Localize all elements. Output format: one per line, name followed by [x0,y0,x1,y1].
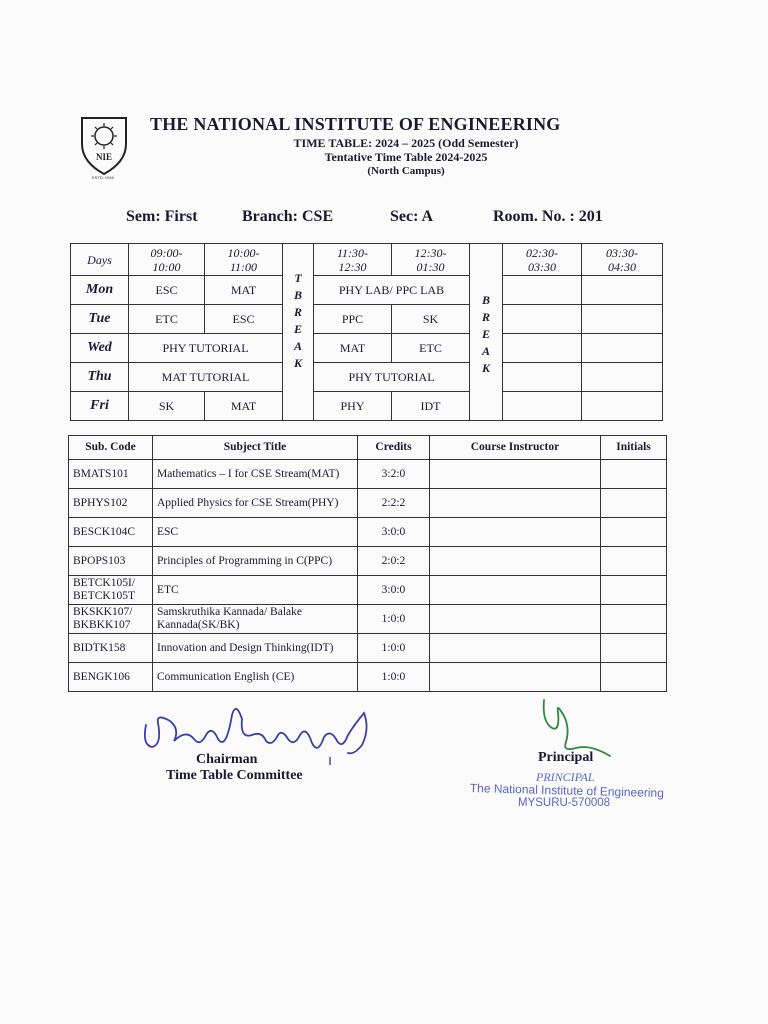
credits-cell: 2:0:2 [358,547,430,576]
svg-text:NIE: NIE [95,152,113,162]
subject-code-cell: BENGK106 [69,663,153,692]
slot-header: 03:30- 04:30 [582,244,663,276]
stamp-title: PRINCIPAL [536,770,595,784]
section-label: Sec: A [390,208,434,225]
lunch-break-column [470,244,503,421]
weekly-timetable [70,243,663,421]
period-cell: PHY [314,392,392,421]
slot-header: 12:30- 01:30 [392,244,470,276]
stamp-city: MYSURU-570008 [518,797,611,809]
break-letter: E [481,327,490,341]
subject-row [69,460,667,489]
instructor-cell [430,605,601,634]
initials-cell [601,489,667,518]
subject-title-cell: ESC [153,518,358,547]
period-cell [503,392,582,421]
credits-cell: 3:0:0 [358,518,430,547]
column-header: Credits [358,436,430,460]
subject-row [69,663,667,692]
instructor-cell [430,547,601,576]
subjects-table [68,435,667,692]
subject-row [69,547,667,576]
institute-title: THE NATIONAL INSTITUTE OF ENGINEERING [150,114,561,134]
semester-label: Sem: First [126,208,198,225]
subject-row [69,576,667,605]
period-cell: ESC [205,305,283,334]
instructor-cell [430,460,601,489]
period-cell: PHY LAB/ PPC LAB [314,276,470,305]
subject-code-cell: BETCK105I/ BETCK105T [69,576,153,605]
day-row-fri [71,392,663,421]
period-cell: SK [392,305,470,334]
initials-cell [601,576,667,605]
timetable-header-row [71,244,663,276]
days-header: Days [71,244,129,276]
credits-cell: 1:0:0 [358,634,430,663]
subject-title-cell: Samskruthika Kannada/ Balake Kannada(SK/BK) [153,605,358,634]
period-cell: MAT [314,334,392,363]
day-cell: Wed [71,334,129,363]
column-header: Subject Title [153,436,358,460]
period-cell: PHY TUTORIAL [314,363,470,392]
initials-cell [601,663,667,692]
principal-label: Principal [538,750,594,765]
day-row-mon [71,276,663,305]
break-letter: R [293,305,302,319]
subject-row [69,605,667,634]
subject-code-cell: BIDTK158 [69,634,153,663]
campus-line: (North Campus) [367,165,445,177]
subject-title-cell: Innovation and Design Thinking(IDT) [153,634,358,663]
instructor-cell [430,663,601,692]
period-cell: PHY TUTORIAL [129,334,283,363]
period-cell [503,334,582,363]
day-row-tue [71,305,663,334]
initials-cell [601,605,667,634]
credits-cell: 1:0:0 [358,663,430,692]
period-cell: MAT TUTORIAL [129,363,283,392]
day-cell: Mon [71,276,129,305]
subject-code-cell: BMATS101 [69,460,153,489]
period-cell: ETC [392,334,470,363]
period-cell [503,276,582,305]
period-cell [503,363,582,392]
break-letter: T [294,271,302,285]
credits-cell: 3:2:0 [358,460,430,489]
instructor-cell [430,489,601,518]
break-letter: A [293,339,302,353]
period-cell [582,276,663,305]
svg-text:ESTD: 1946: ESTD: 1946 [92,175,114,180]
room-label: Room. No. : 201 [493,208,603,225]
break-letter: R [481,310,490,324]
tentative-line: Tentative Time Table 2024-2025 [324,150,488,164]
period-cell [582,305,663,334]
slot-header: 11:30- 12:30 [314,244,392,276]
period-cell [582,363,663,392]
initials-cell [601,634,667,663]
day-row-wed [71,334,663,363]
period-cell: ESC [129,276,205,305]
chairman-signature [140,695,380,765]
subject-title-cell: Mathematics – I for CSE Stream(MAT) [153,460,358,489]
period-cell [582,334,663,363]
subject-row [69,489,667,518]
subject-code-cell: BKSKK107/ BKBKK107 [69,605,153,634]
subject-row [69,518,667,547]
slot-header: 09:00- 10:00 [129,244,205,276]
day-cell: Fri [71,392,129,421]
committee-label: Time Table Committee [166,768,303,783]
slot-header: 02:30- 03:30 [503,244,582,276]
subjects-header-row [69,436,667,460]
column-header: Course Instructor [430,436,601,460]
credits-cell: 2:2:2 [358,489,430,518]
institute-logo [78,114,130,180]
day-row-thu [71,363,663,392]
period-cell [582,392,663,421]
branch-label: Branch: CSE [242,208,334,225]
break-letter: K [293,356,302,370]
break-letter: B [481,293,490,307]
period-cell: MAT [205,392,283,421]
day-cell: Tue [71,305,129,334]
break-letter: K [481,361,490,375]
subject-row [69,634,667,663]
credits-cell: 3:0:0 [358,576,430,605]
slot-header: 10:00- 11:00 [205,244,283,276]
period-cell: IDT [392,392,470,421]
period-cell [503,305,582,334]
subject-title-cell: Communication English (CE) [153,663,358,692]
day-cell: Thu [71,363,129,392]
period-cell: ETC [129,305,205,334]
break-letter: B [293,288,302,302]
instructor-cell [430,518,601,547]
period-cell: PPC [314,305,392,334]
period-cell: SK [129,392,205,421]
period-cell: MAT [205,276,283,305]
column-header: Initials [601,436,667,460]
tea-break-column [283,244,314,421]
initials-cell [601,547,667,576]
instructor-cell [430,634,601,663]
break-letter: E [293,322,302,336]
subject-title-cell: Applied Physics for CSE Stream(PHY) [153,489,358,518]
timetable-semester-line: TIME TABLE: 2024 – 2025 (Odd Semester) [293,136,519,150]
chairman-label: Chairman [196,752,258,767]
instructor-cell [430,576,601,605]
initials-cell [601,518,667,547]
subject-code-cell: BESCK104C [69,518,153,547]
column-header: Sub. Code [69,436,153,460]
subject-code-cell: BPOPS103 [69,547,153,576]
subject-title-cell: ETC [153,576,358,605]
break-letter: A [481,344,490,358]
stamp-institute: The National Institute of Engineering [469,781,665,801]
subject-code-cell: BPHYS102 [69,489,153,518]
initials-cell [601,460,667,489]
credits-cell: 1:0:0 [358,605,430,634]
subject-title-cell: Principles of Programming in C(PPC) [153,547,358,576]
